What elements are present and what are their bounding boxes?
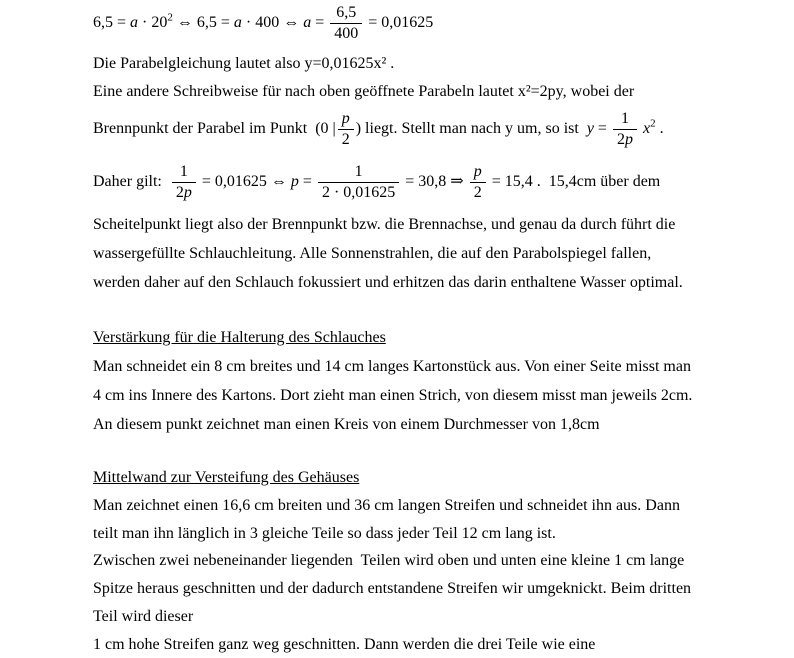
equation-daher-gilt bbox=[93, 157, 743, 207]
text-line: werden daher auf den Schlauch fokussiert und erhitzen das darin enthaltene Wasser optimal. bbox=[93, 274, 683, 291]
math-text: · 400 ⇔ bbox=[241, 14, 304, 31]
math-text: = 0,01625 ⇔ bbox=[197, 173, 291, 190]
fraction-denominator: 2p bbox=[175, 183, 192, 201]
text-line: Teil wird dieser bbox=[93, 607, 194, 625]
fraction bbox=[172, 163, 196, 202]
text-line: wassergefüllte Schlauchleitung. Alle Sonnenstrahlen, die auf den Parabolspiegel fallen, bbox=[93, 245, 652, 262]
paragraph-parabelgleichung: Die Parabelgleichung lautet also y=0,01625x² . bbox=[93, 55, 395, 72]
section-heading-verstaerkung: Verstärkung für die Halterung des Schlauches bbox=[93, 329, 386, 346]
section-heading-mittelwand: Mittelwand zur Versteifung des Gehäuses bbox=[93, 469, 360, 486]
text-line: Zwischen zwei nebeneinander liegenden Teilen wird oben und unten eine kleine 1 cm lange bbox=[93, 552, 685, 570]
paragraph-verstaerkung bbox=[93, 352, 743, 439]
math-text: ⇔ 6,5 = bbox=[172, 14, 234, 31]
text-line: Spitze heraus geschnitten und der dadurch entstandene Streifen wir umgeknickt. Beim dritten bbox=[93, 580, 692, 598]
math-text: = 15,4 . 15,4cm über dem bbox=[487, 173, 661, 190]
fraction-numerator: p bbox=[470, 163, 486, 183]
math-text: ) liegt. Stellt man nach y um, so ist bbox=[355, 120, 587, 137]
text-line: Man schneidet ein 8 cm breites und 14 cm langes Kartonstück aus. Von einer Seite misst man bbox=[93, 358, 691, 375]
fraction-numerator: 6,5 bbox=[330, 4, 362, 24]
fraction-denominator: 2 · 0,01625 bbox=[321, 183, 396, 201]
text-line: An diesem punkt zeichnet man einen Kreis von einem Durchmesser von 1,8cm bbox=[93, 416, 600, 433]
fraction bbox=[613, 110, 637, 149]
equation-coefficient bbox=[93, 0, 743, 46]
paragraph-scheitelpunkt bbox=[93, 210, 743, 297]
math-text: = bbox=[593, 120, 611, 137]
fraction bbox=[338, 110, 354, 149]
math-text: 6,5 = bbox=[93, 14, 131, 31]
fraction-numerator: 1 bbox=[172, 163, 196, 183]
fraction-denominator: 400 bbox=[334, 24, 359, 42]
fraction-numerator: 1 bbox=[613, 110, 637, 130]
math-text: = bbox=[298, 173, 316, 190]
text-line: 1 cm hohe Streifen ganz weg geschnitten. Dann werden die drei Teile wie eine bbox=[93, 635, 596, 653]
text-line: teilt man ihn länglich in 3 gleiche Teile so dass jeder Teil 12 cm lang ist. bbox=[93, 524, 556, 542]
math-text: · 20 bbox=[138, 14, 168, 31]
text-line: Man zeichnet einen 16,6 cm breiten und 36 cm langen Streifen und schneidet ihn aus. Dann bbox=[93, 497, 680, 514]
math-text: Brennpunkt der Parabel im Punkt (0 bbox=[93, 120, 333, 137]
fraction-denominator: 2p bbox=[616, 130, 633, 148]
math-text: . bbox=[655, 120, 664, 137]
fraction bbox=[470, 163, 486, 202]
paragraph-schreibweise: Eine andere Schreibweise für nach oben geöffnete Parabeln lautet x²=2py, wobei der bbox=[93, 83, 635, 100]
math-variable-p: p bbox=[290, 173, 299, 190]
text-line: Scheitelpunkt liegt also der Brennpunkt bzw. die Brennachse, und genau da durch führt die bbox=[93, 216, 676, 233]
math-variable-x: x bbox=[642, 120, 651, 137]
math-variable-a: a bbox=[233, 14, 242, 31]
math-variable-a: a bbox=[130, 14, 139, 31]
math-text: Daher gilt: bbox=[93, 173, 170, 190]
math-exponent: 2 bbox=[167, 11, 173, 24]
fraction-denominator: 2 bbox=[341, 130, 350, 148]
fraction-numerator: p bbox=[338, 110, 354, 130]
math-exponent: 2 bbox=[650, 117, 656, 130]
vertical-bar: | bbox=[332, 120, 336, 137]
math-text: = 30,8 ⇒ bbox=[401, 173, 468, 190]
math-variable-a: a bbox=[303, 14, 312, 31]
fraction-numerator: 1 bbox=[318, 163, 399, 183]
math-text: = bbox=[311, 14, 329, 31]
fraction-denominator: 2 bbox=[473, 183, 482, 201]
paragraph-mittelwand bbox=[93, 492, 743, 658]
text-line: 4 cm ins Innere des Kartons. Dort zieht man einen Strich, von diesem misst man jeweils 2cm. bbox=[93, 387, 693, 404]
math-text: = 0,01625 bbox=[364, 14, 434, 31]
equation-brennpunkt bbox=[93, 106, 743, 152]
math-variable-y: y bbox=[586, 120, 594, 137]
fraction bbox=[318, 163, 399, 202]
fraction bbox=[330, 4, 362, 43]
